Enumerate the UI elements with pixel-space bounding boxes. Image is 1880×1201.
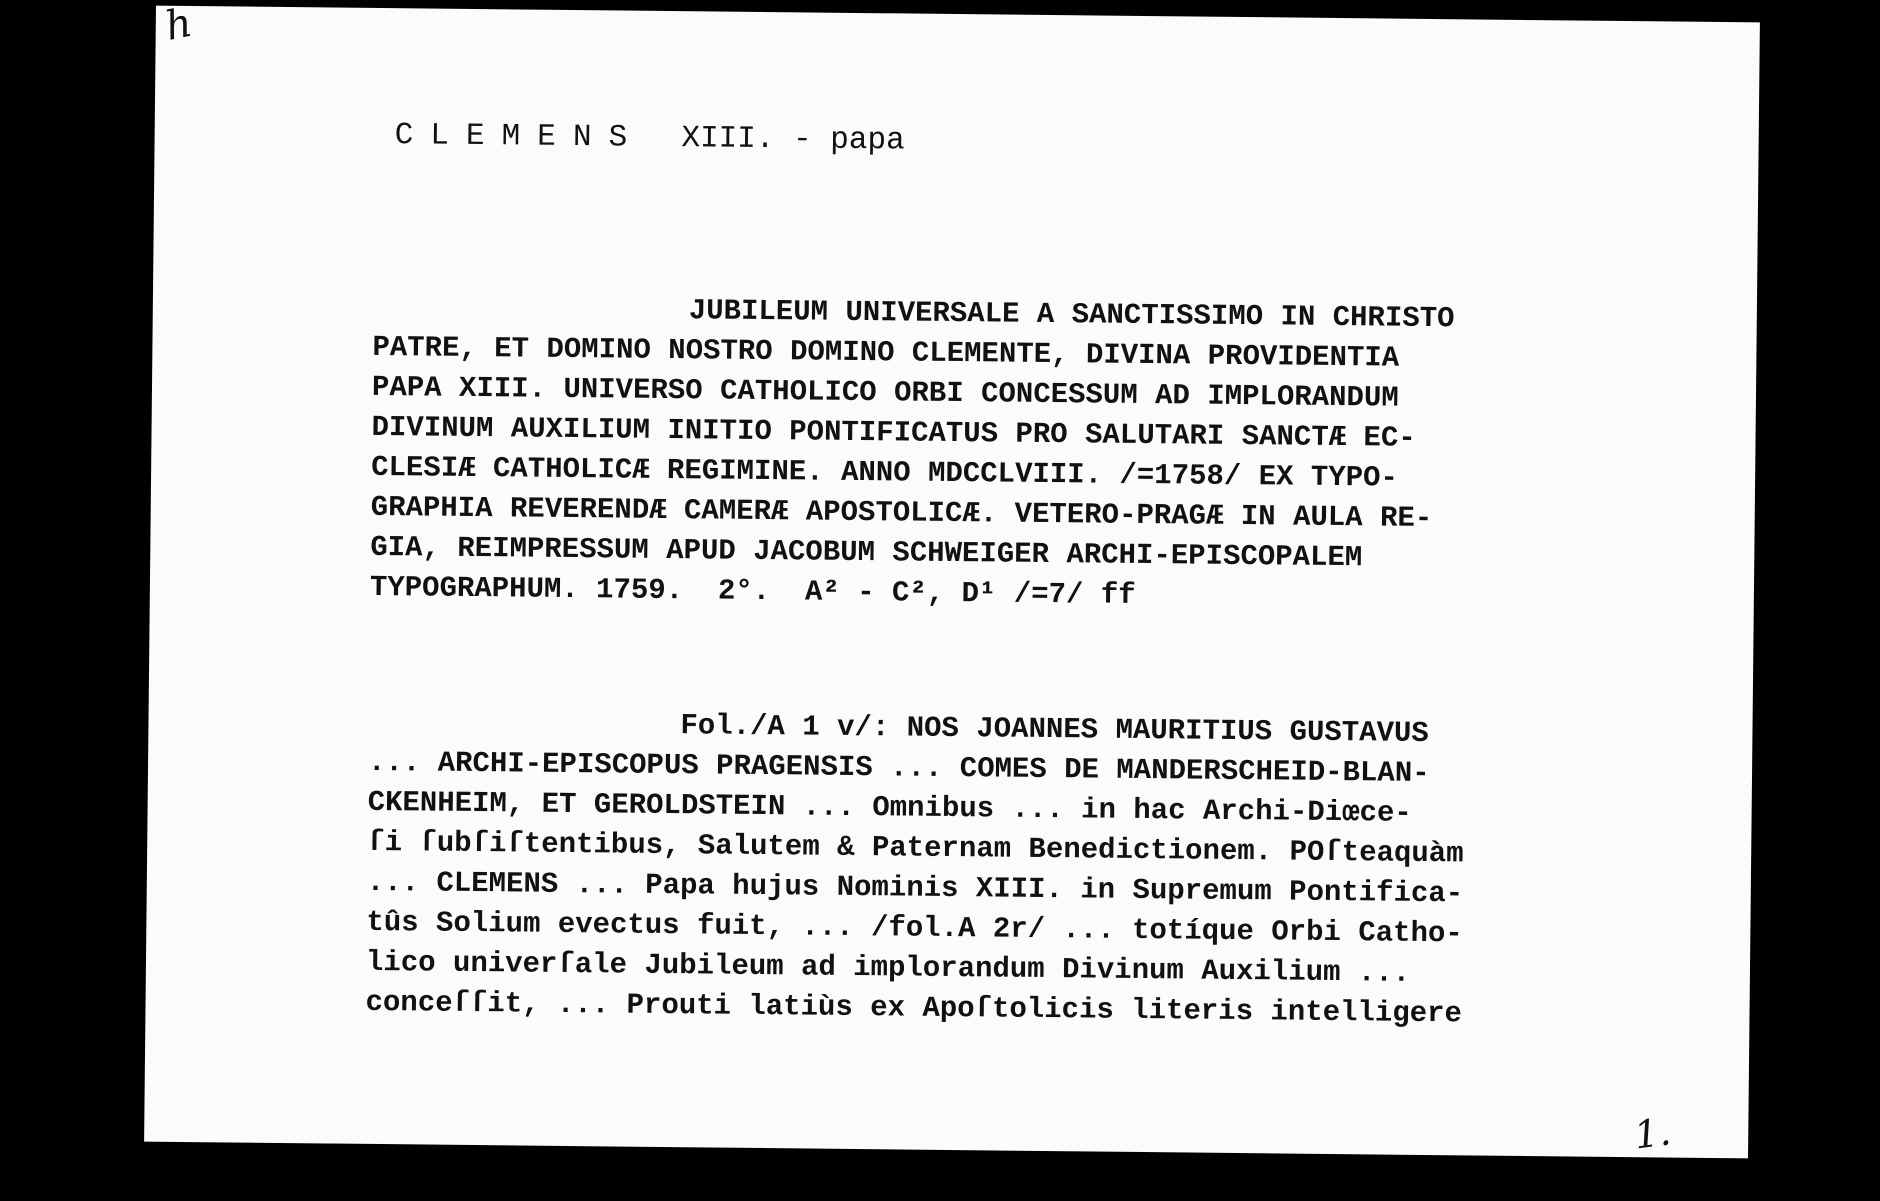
catalog-card (144, 0, 1760, 1159)
page-number: 1. (1631, 1109, 1674, 1158)
title-line: TYPOGRAPHUM. 1759. 2°. A² - C², D¹ /=7/ ff (369, 570, 1136, 612)
title-line: PAPA XIII. UNIVERSO CATHOLICO ORBI CONCESSUM AD IMPLORANDUM (371, 370, 1399, 415)
title-line: DIVINUM AUXILIUM INITIO PONTIFICATUS PRO SALUTARI SANCTÆ EC- (371, 410, 1416, 455)
folio-transcription (365, 703, 1628, 1036)
author-name: CLEMENS (394, 118, 645, 156)
folio-line: Fol./A 1 v/: NOS JOANNES MAURITIUS GUSTAVUS (680, 709, 1429, 750)
folio-line: tûs Solium evectus fuit, ... /fol.A 2r/ ... totíque Orbi Catho- (366, 905, 1463, 951)
corner-handwritten-mark: h (161, 0, 196, 50)
folio-line: CKENHEIM, ET GEROLDSTEIN ... Omnibus ... in hac Archi-Diœce- (367, 785, 1412, 830)
folio-line: ... ARCHI-EPISCOPUS PRAGENSIS ... COMES DE MANDERSCHEID-BLAN- (367, 745, 1430, 791)
author-title: XIII. - papa (681, 121, 905, 159)
folio-line: ſi ſubſiſtentibus, Salutem & Paternam Benedictionem. POſteaquàm (367, 825, 1464, 871)
author-heading (394, 118, 904, 158)
title-line: GIA, REIMPRESSUM APUD JACOBUM SCHWEIGER ARCHI-EPISCOPALEM (370, 530, 1363, 575)
folio-line: lico univerſale Jubileum ad implorandum Divinum Auxilium ... (365, 945, 1411, 990)
title-line: JUBILEUM UNIVERSALE A SANCTISSIMO IN CHRISTO (688, 294, 1455, 336)
title-line: GRAPHIA REVERENDÆ CAMERÆ APOSTOLICÆ. VETERO-PRAGÆ IN AULA RE- (370, 490, 1433, 536)
folio-line: ... CLEMENS ... Papa hujus Nominis XIII. in Supremum Pontifica- (366, 865, 1464, 911)
title-description (370, 288, 1633, 621)
title-line: PATRE, ET DOMINO NOSTRO DOMINO CLEMENTE, DIVINA PROVIDENTIA (372, 330, 1400, 375)
folio-line: conceſſit, ... Prouti latiùs ex Apoſtolicis literis intelligere (365, 985, 1463, 1031)
title-line: CLESIÆ CATHOLICÆ REGIMINE. ANNO MDCCLVIII. /=1758/ EX TYPO- (370, 450, 1399, 495)
